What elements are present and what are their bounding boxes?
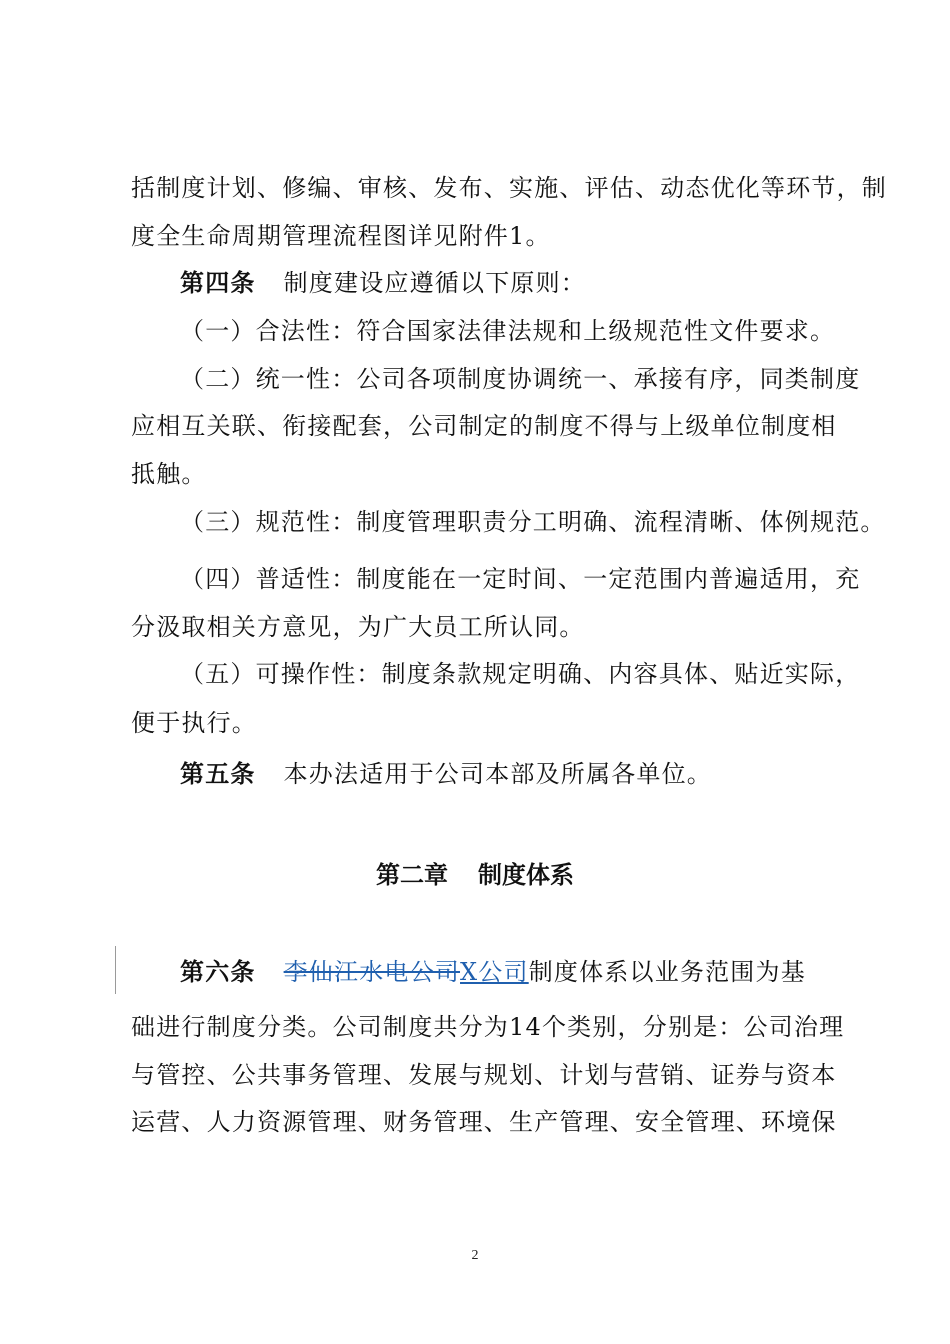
item-1-line: （一）合法性：符合国家法律法规和上级规范性文件要求。	[180, 317, 836, 345]
article-5	[180, 757, 712, 791]
article-5-text: 本办法适用于公司本部及所属各单位。	[283, 760, 713, 788]
article-6-label: 第六条	[180, 958, 256, 986]
body-text-line: 括制度计划、修编、审核、发布、实施、评估、动态优化等环节，制	[131, 174, 887, 202]
item-4-line: （四）普适性：制度能在一定时间、一定范围内普遍适用，充	[180, 565, 861, 593]
inserted-text[interactable]: X公司	[460, 958, 529, 986]
chapter-heading	[0, 858, 950, 892]
article-6-line: 运营、人力资源管理、财务管理、生产管理、安全管理、环境保	[131, 1108, 837, 1136]
article-4-label: 第四条	[180, 269, 256, 297]
deleted-text[interactable]: 李仙江水电公司	[283, 958, 461, 986]
item-4-line: 分汲取相关方意见，为广大员工所认同。	[131, 613, 585, 641]
article-6-line: 础进行制度分类。公司制度共分为14个类别，分别是：公司治理	[131, 1013, 845, 1041]
chapter-title: 制度体系	[478, 861, 574, 889]
item-2-line: 抵触。	[131, 460, 207, 488]
item-2-line: （二）统一性：公司各项制度协调统一、承接有序，同类制度	[180, 365, 861, 393]
article-4	[180, 266, 586, 300]
article-6-text: 制度体系以业务范围为基	[528, 958, 806, 986]
item-5-line: 便于执行。	[131, 709, 257, 737]
article-6-line: 与管控、公共事务管理、发展与规划、计划与营销、证券与资本	[131, 1061, 837, 1089]
article-4-text: 制度建设应遵循以下原则：	[283, 269, 587, 297]
chapter-number: 第二章	[376, 861, 448, 889]
body-text-line: 度全生命周期管理流程图详见附件1。	[131, 222, 551, 250]
article-5-label: 第五条	[180, 760, 256, 788]
article-6	[180, 955, 806, 989]
tracked-change-bar	[115, 946, 116, 994]
page-number: 2	[471, 1248, 479, 1263]
item-3-line: （三）规范性：制度管理职责分工明确、流程清晰、体例规范。	[180, 508, 886, 536]
item-2-line: 应相互关联、衔接配套，公司制定的制度不得与上级单位制度相	[131, 412, 837, 440]
item-5-line: （五）可操作性：制度条款规定明确、内容具体、贴近实际，	[180, 660, 861, 688]
